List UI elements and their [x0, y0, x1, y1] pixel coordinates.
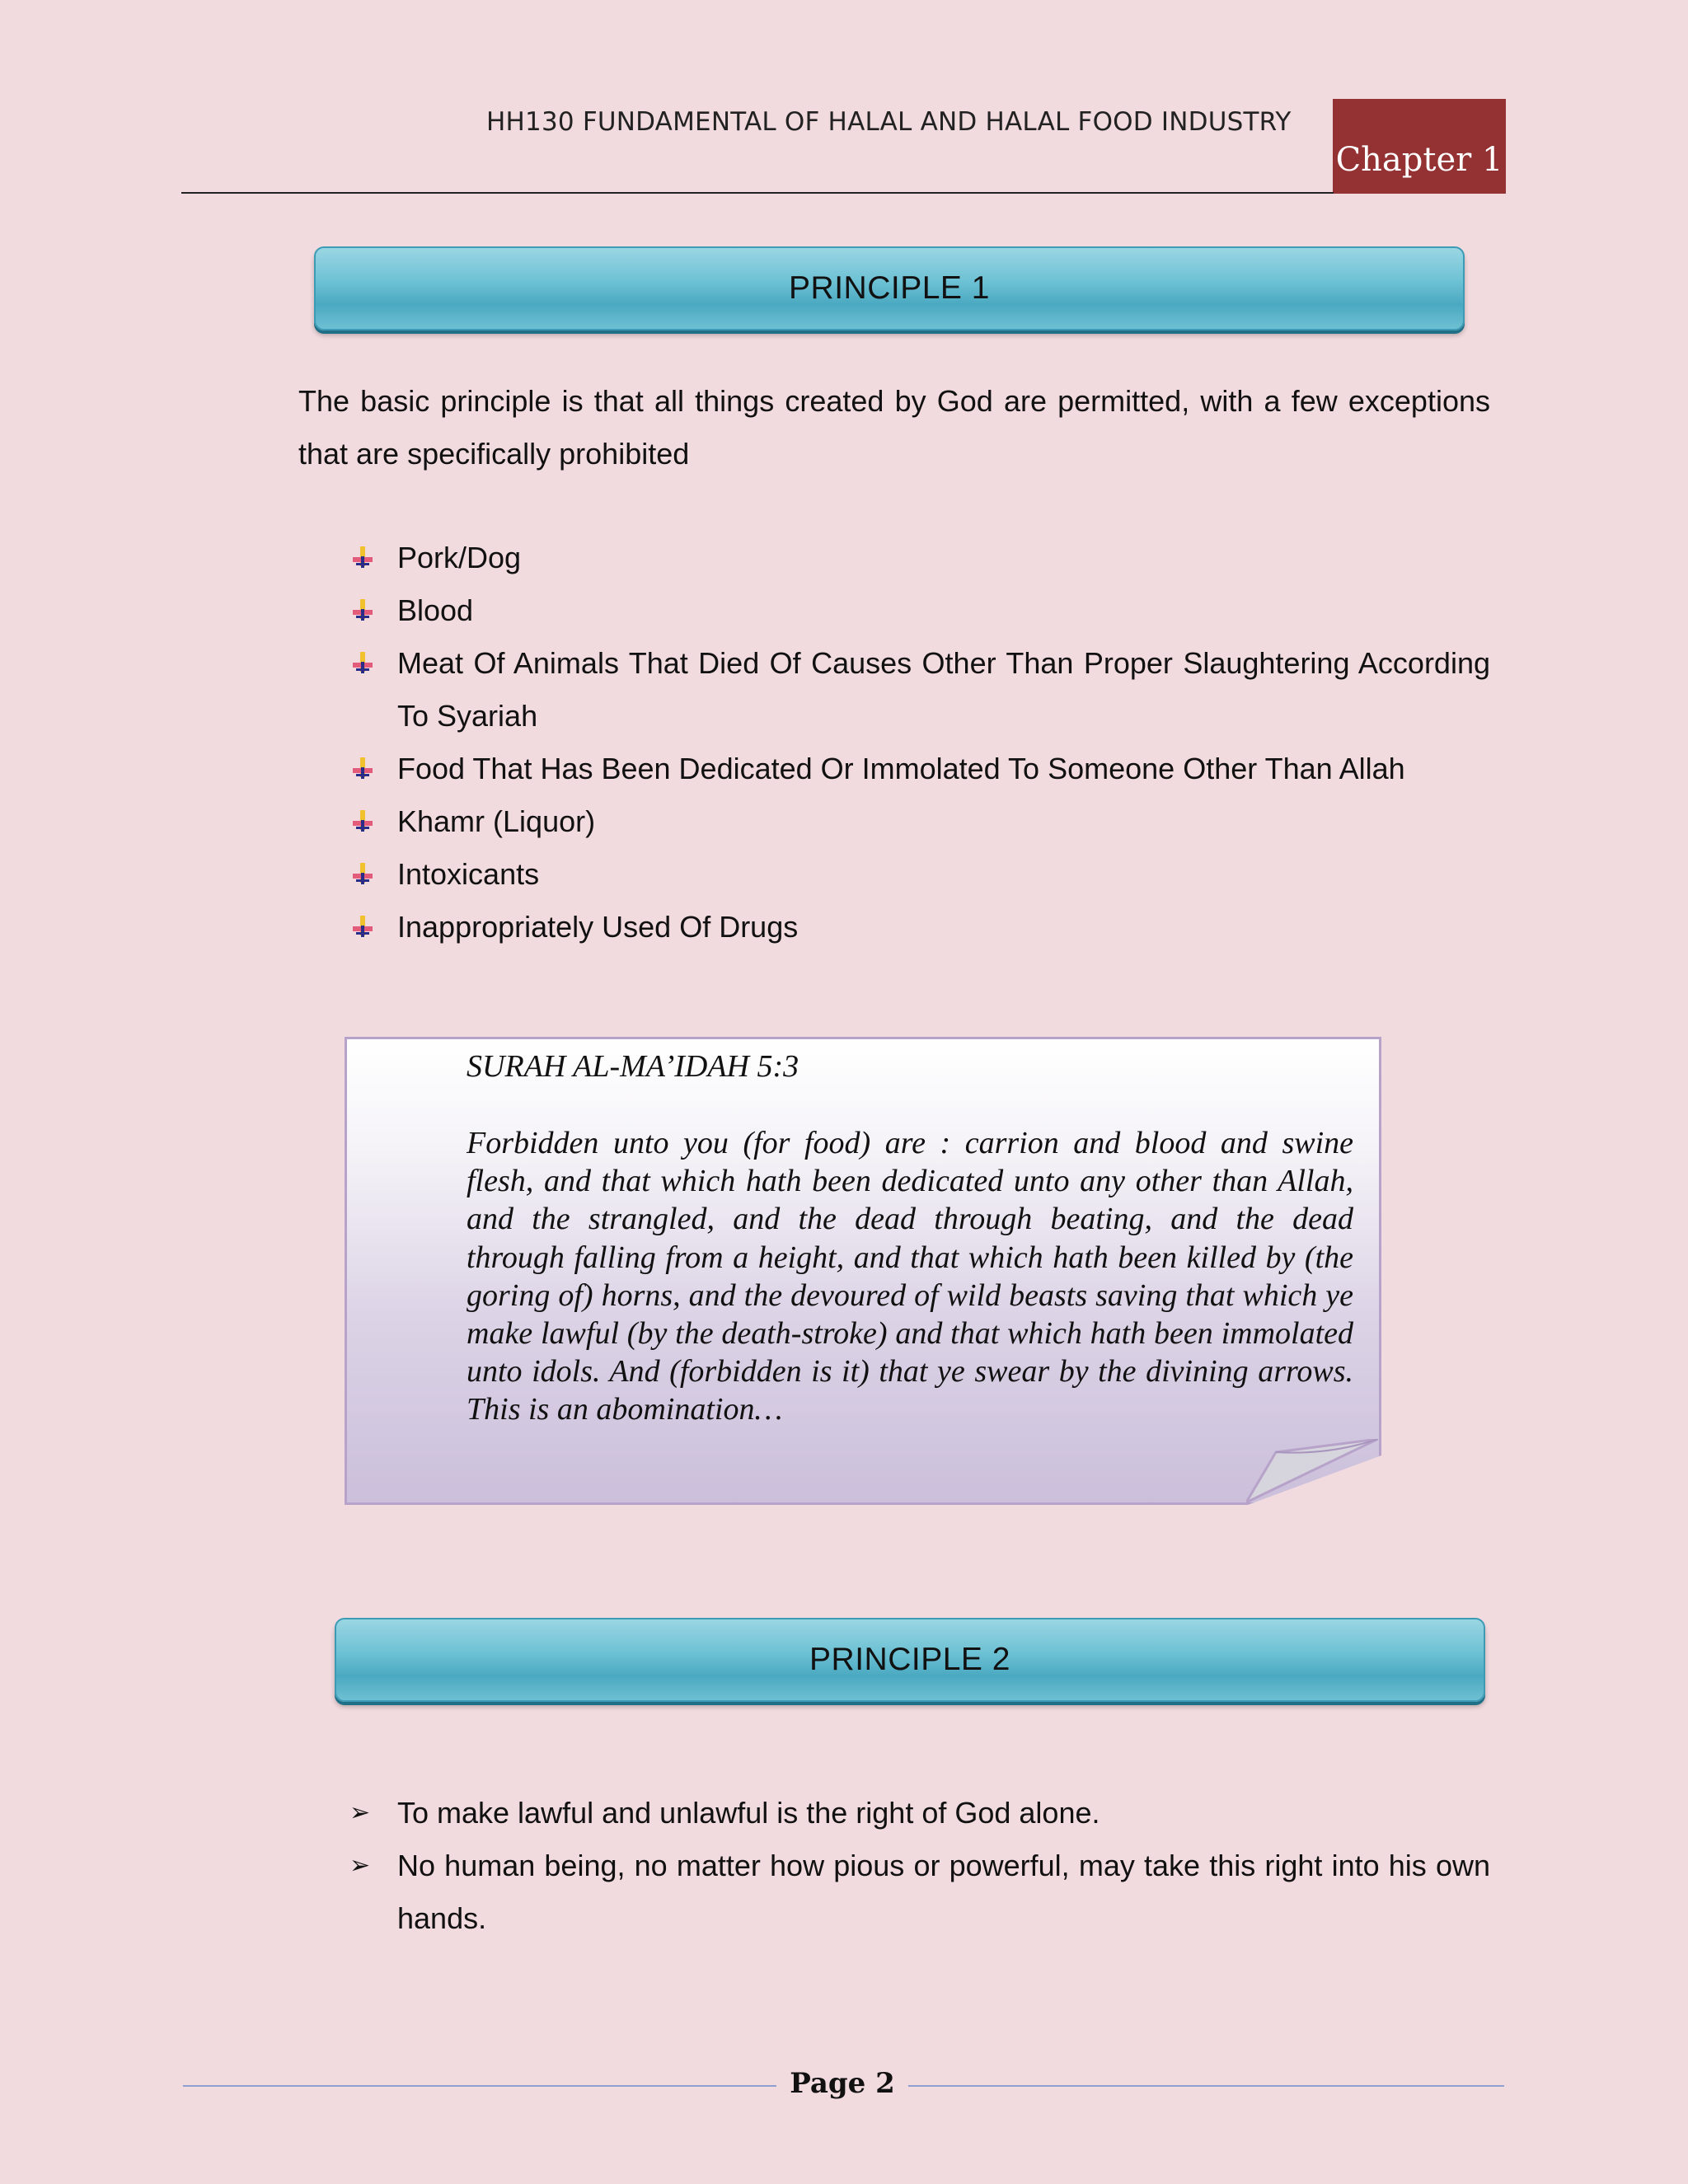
cross-bullet-icon	[346, 532, 379, 584]
list-item	[346, 1840, 1490, 1945]
list-item	[346, 795, 1490, 848]
list-item	[346, 1787, 1490, 1840]
page-number: Page 2	[790, 2067, 895, 2100]
cross-bullet-icon	[346, 584, 379, 637]
list-item-label: Inappropriately Used Of Drugs	[397, 910, 799, 944]
principle-2-banner: PRINCIPLE 2	[335, 1618, 1485, 1702]
cross-bullet-icon	[346, 848, 379, 901]
principle-1-banner: PRINCIPLE 1	[314, 246, 1465, 330]
list-item-label: Khamr (Liquor)	[397, 804, 596, 838]
cross-bullet-icon	[346, 795, 379, 848]
list-item	[346, 848, 1490, 901]
list-item	[346, 532, 1490, 584]
list-item-label: No human being, no matter how pious or powerful, may take this right into his own hands.	[397, 1849, 1490, 1935]
principle-2-list	[346, 1787, 1490, 1945]
prohibited-list	[346, 532, 1490, 954]
list-item-label: Blood	[397, 593, 474, 627]
cross-bullet-icon	[346, 637, 379, 690]
list-item-label: To make lawful and unlawful is the right of God alone.	[397, 1796, 1100, 1830]
header-rule	[181, 192, 1334, 194]
list-item-label: Meat Of Animals That Died Of Causes Other Than Proper Slaughtering According To Syariah	[397, 646, 1490, 733]
arrowhead-bullet-icon: ➢	[349, 1852, 371, 1879]
footer-rule-left	[183, 2085, 776, 2087]
principle-1-intro: The basic principle is that all things created by God are permitted, with a few exceptions that are specifically prohibited	[298, 384, 1490, 471]
list-item-label: Intoxicants	[397, 857, 540, 891]
list-item	[346, 584, 1490, 637]
quote-body: Forbidden unto you (for food) are : carrion and blood and swine flesh, and that which hath been dedicated unto any other than Allah, and the strangled, and the dead through beating, and the dead through falling from a height, and that which hath been killed by (the goring of) horns, and the devoured of wild beasts saving that which ye make lawful (by the death-stroke) and that which hath been immolated unto idols. And (forbidden is it) that ye swear by the divining arrows. This is an abomination…	[467, 1126, 1353, 1427]
list-item	[346, 743, 1490, 795]
header-title: HH130 FUNDAMENTAL OF HALAL AND HALAL FOOD INDUSTRY	[486, 107, 1292, 137]
cross-bullet-icon	[346, 901, 379, 954]
list-item	[346, 901, 1490, 954]
list-item-label: Pork/Dog	[397, 541, 522, 574]
arrowhead-bullet-icon: ➢	[349, 1799, 371, 1826]
cross-bullet-icon	[346, 743, 379, 795]
footer-rule-right	[908, 2085, 1504, 2087]
chapter-tab: Chapter 1	[1333, 99, 1506, 194]
list-item	[346, 637, 1490, 743]
list-item-label: Food That Has Been Dedicated Or Immolated To Someone Other Than Allah	[397, 752, 1405, 785]
quote-title: SURAH AL-MA’IDAH 5:3	[467, 1049, 799, 1084]
page-curl-icon	[1246, 1439, 1378, 1502]
